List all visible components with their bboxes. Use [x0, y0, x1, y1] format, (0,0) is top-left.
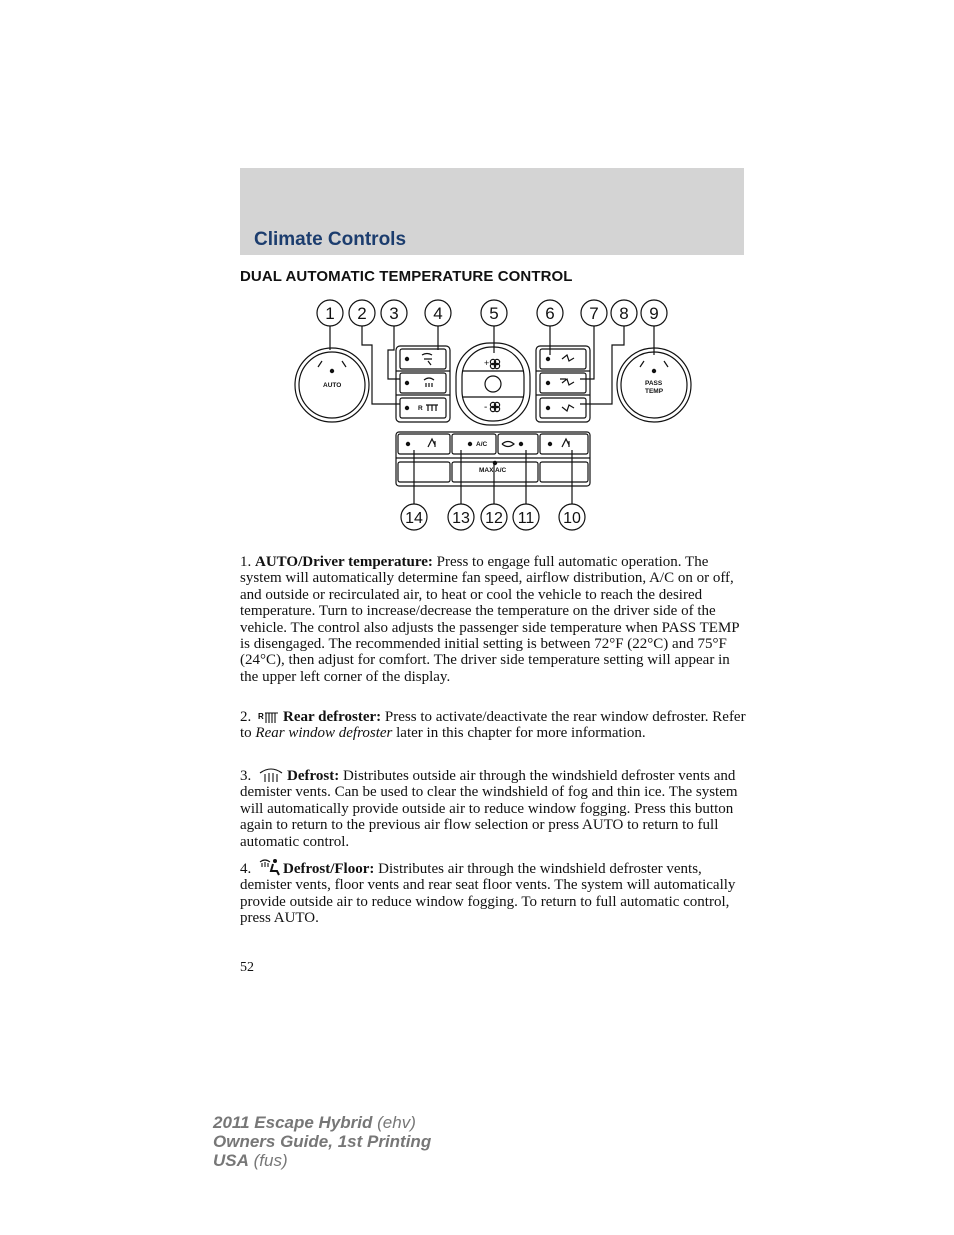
callout-text-3: 3: [389, 304, 399, 323]
callout-text-9: 9: [649, 304, 659, 323]
callout-text-11: 11: [517, 510, 535, 527]
item-title: Defrost/Floor:: [283, 861, 375, 877]
item-italic-ref: Rear window defroster: [255, 725, 393, 742]
svg-text:-: -: [484, 402, 488, 413]
section-heading: DUAL AUTOMATIC TEMPERATURE CONTROL: [240, 268, 573, 285]
footer: [213, 1113, 431, 1170]
item-number: 3.: [240, 768, 252, 784]
item-2: [240, 709, 746, 742]
item-3: [240, 767, 746, 850]
svg-text:R: R: [258, 712, 264, 721]
item-title: Defrost:: [287, 768, 340, 784]
defrost-floor-icon: [258, 858, 280, 876]
item-title: Rear defroster:: [283, 709, 382, 725]
item-title: AUTO/Driver temperature:: [255, 554, 433, 570]
callout-text-7: 7: [589, 304, 599, 323]
callout-text-14: 14: [405, 510, 423, 527]
right-button-stack: [536, 346, 590, 422]
climate-control-diagram: [290, 295, 700, 535]
footer-line-2: Owners Guide, 1st Printing: [213, 1132, 432, 1151]
callout-text-4: 4: [433, 304, 443, 323]
fan-speed-pod: [456, 343, 530, 425]
item-text: Distributes air through the windshield defroster vents, demister vents, floor vents and rear seat floor vents. The system will automatically provide outside air to reduce window fogging. To return to full automatic control, press AUTO.: [240, 861, 736, 927]
callout-text-10: 10: [563, 510, 581, 527]
callout-text-1: 1: [325, 304, 335, 323]
rear-r-label: R: [418, 405, 423, 412]
auto-label: AUTO: [323, 382, 342, 389]
callout-numbers-bottom: [405, 510, 581, 527]
bottom-button-row: [396, 432, 590, 486]
item-text-a: Press to activate/deactivate the rear window defroster. Refer to: [240, 709, 746, 742]
ac-label: A/C: [476, 441, 488, 448]
callout-text-8: 8: [619, 304, 629, 323]
chapter-header-band: [240, 168, 744, 255]
item-number: 1.: [240, 554, 252, 570]
rear-defrost-icon: [258, 710, 280, 724]
defrost-icon: [258, 767, 284, 783]
callout-text-13: 13: [452, 510, 470, 527]
page-number: 52: [240, 960, 254, 975]
temp-label: TEMP: [645, 388, 664, 395]
footer-line-1: 2011 Escape Hybrid (ehv): [213, 1113, 416, 1132]
item-number: 2.: [240, 709, 252, 725]
item-1: [240, 554, 746, 685]
item-text-b: later in this chapter for more information.: [392, 725, 646, 742]
max-ac-label: MAX A/C: [479, 467, 507, 474]
callout-text-5: 5: [489, 304, 499, 323]
item-text: Press to engage full automatic operation. The system will automatically determine fan speed, airflow distribution, A/C on or off, and outside or recirculated air, to heat or cool the vehicle to reach the desired temperature. Turn to increase/decrease the temperature on the driver side of the vehicle. The control also adjusts the passenger side temperature when PASS TEMP is disengaged. The recommended initial setting is between 72°F (22°C) and 75°F (24°C), then adjust for comfort. The driver side temperature setting will appear in the upper left corner of the display.: [240, 554, 740, 685]
footer-line-3: USA (fus): [213, 1151, 288, 1170]
svg-text:+: +: [484, 358, 490, 368]
item-4: [240, 858, 746, 927]
pass-label: PASS: [645, 380, 663, 387]
callout-text-6: 6: [545, 304, 555, 323]
callout-text-12: 12: [485, 510, 503, 527]
chapter-title: Climate Controls: [254, 229, 407, 250]
callout-text-2: 2: [357, 304, 367, 323]
item-text: Distributes outside air through the windshield defroster vents and demister vents. Can be used to clear the windshield of fog and thin ice. The system will automatically provide outside air to reduce window fogging. Press this button again to return to the previous air flow selection or press AUTO to return to full automatic control.: [240, 768, 738, 850]
item-number: 4.: [240, 861, 252, 877]
left-button-stack: [396, 346, 450, 422]
